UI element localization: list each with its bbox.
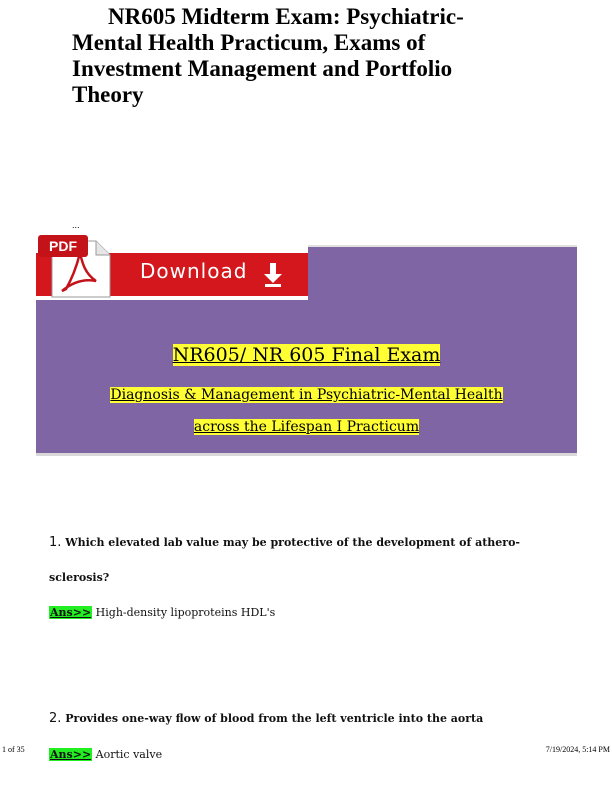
- question-1-number: 1.: [49, 535, 62, 550]
- question-2: [49, 711, 483, 726]
- banner-subtitle-1-text: Diagnosis & Management in Psychiatric-Mental Health: [110, 387, 503, 403]
- question-1: [49, 535, 520, 550]
- answer-2: [49, 748, 162, 761]
- banner-subtitle-1: [36, 387, 577, 403]
- answer-1-text: High-density lipoproteins HDL's: [95, 606, 276, 619]
- banner-subtitle-2-text: across the Lifespan I Practicum: [193, 419, 420, 435]
- document-title: NR605 Midterm Exam: Psychiatric-Mental Health Practicum, Exams of Investment Management and Portfolio Theory: [72, 4, 464, 107]
- download-arrow-icon: [264, 263, 282, 287]
- question-1-continued: [49, 571, 109, 584]
- answer-1: [49, 606, 275, 619]
- pdf-file-icon: [38, 235, 114, 299]
- page-number: 1 of 35: [2, 745, 25, 754]
- banner-title-text: NR605/ NR 605 Final Exam: [172, 344, 441, 366]
- answer-1-tag: Ans>>: [50, 606, 92, 619]
- question-2-number: 2.: [49, 711, 62, 726]
- banner-subtitle-2: [36, 419, 577, 435]
- answer-2-text: Aortic valve: [95, 748, 163, 761]
- ellipsis-text: ...: [72, 220, 80, 230]
- answer-2-tag: Ans>>: [50, 748, 92, 761]
- print-timestamp: 7/19/2024, 5:14 PM: [545, 745, 610, 754]
- pdf-label: PDF: [38, 235, 88, 257]
- question-2-text: Provides one-way flow of blood from the left ventricle into the aorta: [65, 712, 484, 725]
- download-label: Download: [140, 259, 248, 283]
- question-1-text: Which elevated lab value may be protective of the development of athero-: [65, 536, 520, 549]
- pdf-download-badge[interactable]: [36, 233, 308, 300]
- question-1-text-2: sclerosis?: [49, 571, 110, 584]
- banner-title: [36, 344, 577, 366]
